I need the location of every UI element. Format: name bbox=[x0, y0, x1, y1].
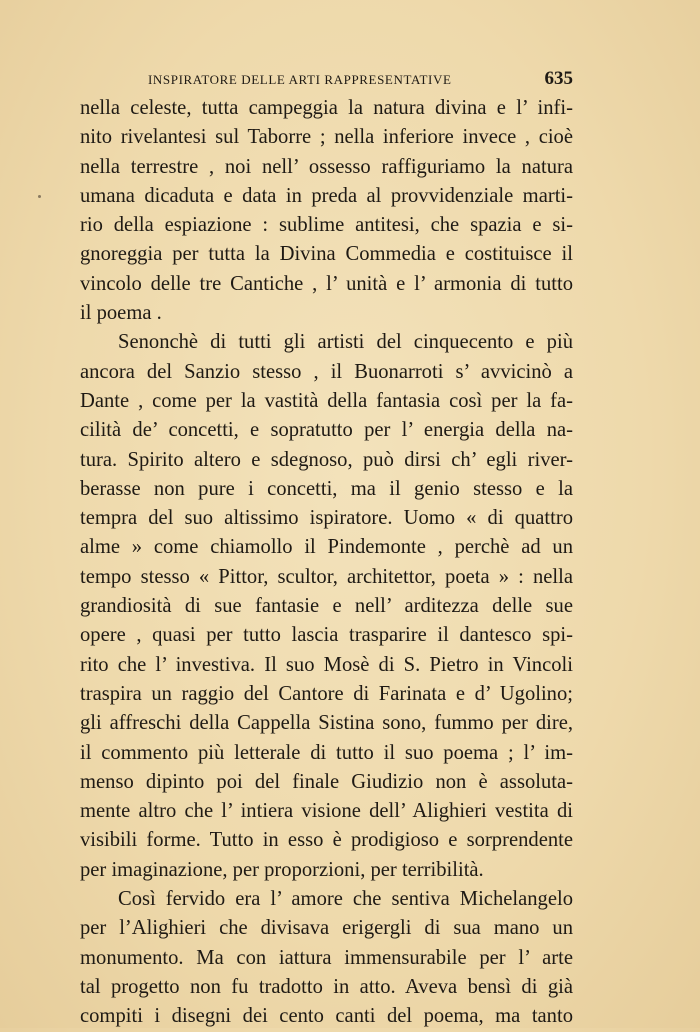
page-number: 635 bbox=[544, 68, 573, 89]
text-line: Dante , come per la vastità della fantasia così per la fa- bbox=[80, 389, 573, 412]
book-page bbox=[80, 68, 573, 1032]
text-line: per imaginazione, per proporzioni, per terribilità. bbox=[80, 858, 484, 881]
text-line: per l’Alighieri che divisava erigergli di sua mano un bbox=[80, 917, 573, 940]
text-line: alme » come chiamollo il Pindemonte , perchè ad un bbox=[80, 536, 573, 559]
text-line: tempo stesso « Pittor, scultor, architettor, poeta » : nella bbox=[80, 565, 573, 588]
stray-ink-dot bbox=[38, 195, 41, 198]
paragraph-2 bbox=[80, 328, 573, 885]
paragraph-3 bbox=[80, 885, 573, 1031]
body-text bbox=[80, 94, 573, 1032]
paragraph-1 bbox=[80, 94, 573, 328]
text-line: gli affreschi della Cappella Sistina sono, fummo per dire, bbox=[80, 712, 573, 735]
text-line: monumento. Ma con iattura immensurabile per l’ arte bbox=[80, 946, 573, 969]
text-line: mente altro che l’ intiera visione dell’ Alighieri vestita di bbox=[80, 800, 573, 823]
text-line: visibili forme. Tutto in esso è prodigioso e sorprendente bbox=[80, 829, 573, 852]
text-line: nito rivelantesi sul Taborre ; nella inferiore invece , cioè bbox=[80, 126, 573, 149]
text-line: nella celeste, tutta campeggia la natura divina e l’ infi- bbox=[80, 97, 573, 119]
running-title: INSPIRATORE DELLE ARTI RAPPRESENTATIVE bbox=[148, 72, 452, 87]
text-line: berasse non pure i concetti, ma il genio stesso e la bbox=[80, 477, 573, 500]
text-line: cilità de’ concetti, e sopratutto per l’ energia della na- bbox=[80, 419, 573, 442]
text-line: Senonchè di tutti gli artisti del cinquecento e più bbox=[118, 331, 573, 354]
text-line: tal progetto non fu tradotto in atto. Aveva bensì di già bbox=[80, 975, 573, 998]
text-line: umana dicaduta e data in preda al provvidenziale marti- bbox=[80, 184, 573, 207]
text-line: vincolo delle tre Cantiche , l’ unità e l’ armonia di tutto bbox=[80, 272, 573, 295]
text-line: traspira un raggio del Cantore di Farinata e d’ Ugolino; bbox=[80, 682, 573, 705]
running-head bbox=[80, 68, 573, 94]
text-line: grandiosità di sue fantasie e nell’ arditezza delle sue bbox=[80, 595, 573, 618]
text-line: menso dipinto poi del finale Giudizio non è assoluta- bbox=[80, 770, 573, 793]
text-line: rio della espiazione : sublime antitesi, che spazia e si- bbox=[80, 214, 573, 237]
text-line: il poema . bbox=[80, 302, 162, 325]
text-line: opere , quasi per tutto lascia trasparire il dantesco spi- bbox=[80, 624, 573, 647]
text-line: gnoreggia per tutta la Divina Commedia e costituisce il bbox=[80, 243, 573, 266]
text-line: Così fervido era l’ amore che sentiva Michelangelo bbox=[118, 888, 573, 911]
text-line: compiti i disegni dei cento canti del poema, ma tanto bbox=[80, 1005, 573, 1028]
text-line: tempra del suo altissimo ispiratore. Uomo « di quattro bbox=[80, 507, 573, 530]
text-line: nella terrestre , noi nell’ ossesso raffiguriamo la natura bbox=[80, 155, 573, 178]
text-line: il commento più letterale di tutto il suo poema ; l’ im- bbox=[80, 741, 573, 764]
text-line: ancora del Sanzio stesso , il Buonarroti s’ avvicinò a bbox=[80, 360, 573, 383]
text-line: tura. Spirito altero e sdegnoso, può dirsi ch’ egli river- bbox=[80, 448, 573, 471]
text-line: rito che l’ investiva. Il suo Mosè di S. Pietro in Vincoli bbox=[80, 653, 573, 676]
